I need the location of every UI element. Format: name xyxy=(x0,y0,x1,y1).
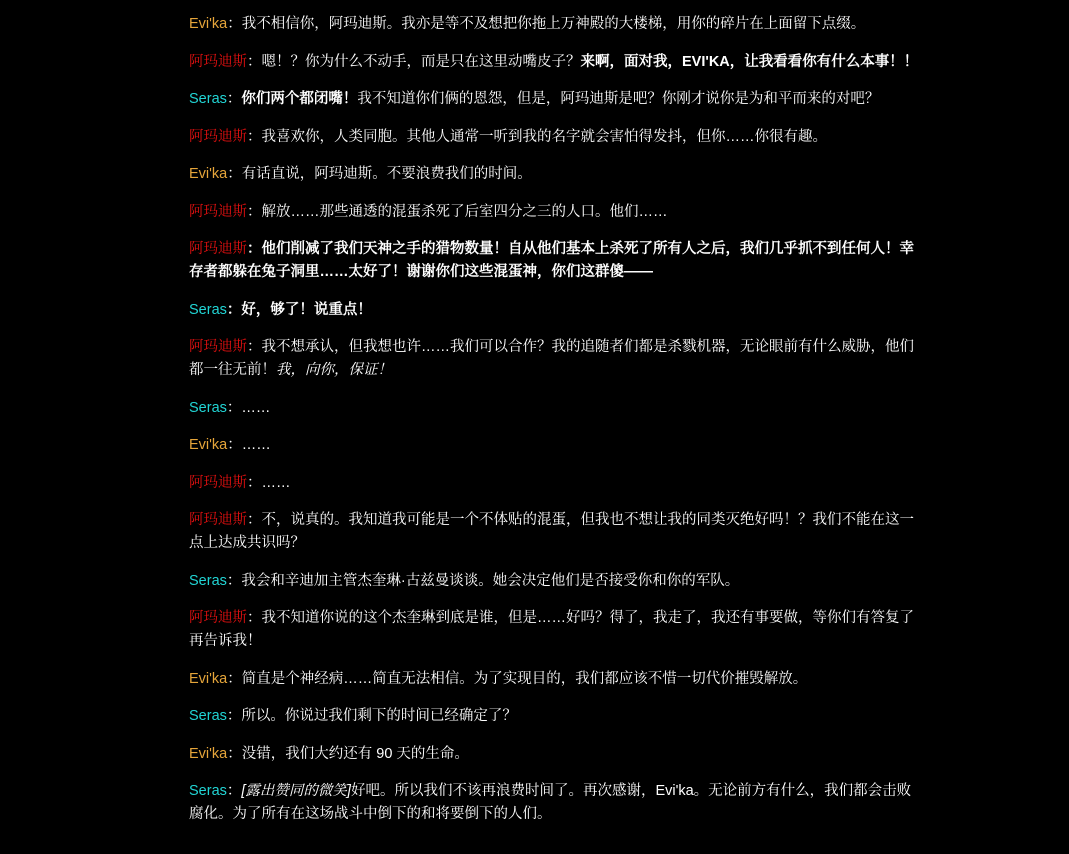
line-text: 没错，我们大约还有 90 天的生命。 xyxy=(241,745,469,762)
line-text: 好吧。所以我们不该再浪费时间了。再次感谢，Evi'ka。无论前方有什么，我们都会击败腐化。为了所有在这场战斗中倒下的和将要倒下的人们。 xyxy=(189,783,912,822)
line-text: 我不知道你说的这个杰奎琳到底是谁，但是……好吗？得了，我走了，我还有事要做，等你们有答复了再告诉我！ xyxy=(189,610,914,649)
dialogue-line xyxy=(189,299,923,322)
line-text: 简直是个神经病……简直无法相信。为了实现目的，我们都应该不惜一切代价摧毁解放。 xyxy=(241,670,808,687)
line-text: 我喜欢你，人类同胞。其他人通常一听到我的名字就会害怕得发抖，但你……你很有趣。 xyxy=(261,128,827,145)
speaker-name-amadis: 阿玛迪斯 xyxy=(189,53,247,70)
separator: ： xyxy=(227,437,242,453)
dialogue-line xyxy=(189,201,923,224)
separator: ： xyxy=(227,16,242,32)
line-text: 有话直说，阿玛迪斯。不要浪费我们的时间。 xyxy=(241,166,532,182)
line-text: …… xyxy=(261,474,291,491)
dialogue-line xyxy=(189,434,923,457)
separator: ： xyxy=(247,474,262,491)
dialogue-line xyxy=(189,336,923,382)
line-text: 解放……那些通透的混蛋杀死了后室四分之三的人口。他们…… xyxy=(261,203,668,220)
dialogue-line xyxy=(189,126,923,149)
separator: ： xyxy=(247,512,262,528)
line-text-bold: 他们削减了我们天神之手的猎物数量！自从他们基本上杀死了所有人之后，我们几乎抓不到任何人！幸存者都躲在兔子洞里……太好了！谢谢你们这些混蛋神，你们这群傻—— xyxy=(189,241,914,280)
speaker-name-amadis: 阿玛迪斯 xyxy=(189,203,247,220)
speaker-name-amadis: 阿玛迪斯 xyxy=(189,128,247,145)
speaker-name-amadis: 阿玛迪斯 xyxy=(189,339,247,355)
dialogue-line xyxy=(189,509,923,555)
separator: ： xyxy=(247,610,262,626)
line-text-bold: 来啊，面对我，EVI'KA，让我看看你有什么本事！！ xyxy=(580,53,919,70)
dialogue-line xyxy=(189,743,923,766)
dialogue-line xyxy=(189,668,923,691)
separator: ： xyxy=(226,399,242,416)
speaker-name-evika: Evi'ka xyxy=(189,670,228,687)
line-text: 不，说真的。我知道我可能是一个不体贴的混蛋，但我也不想让我的同类灭绝好吗！？我们不能在这一点上达成共识吗？ xyxy=(189,512,914,551)
line-text: 我不相信你，阿玛迪斯。我亦是等不及想把你拖上万神殿的大楼梯，用你的碎片在上面留下点缀。 xyxy=(241,16,866,32)
separator: ： xyxy=(226,708,242,724)
line-text-bold: 你们两个都闭嘴！ xyxy=(241,91,358,107)
dialogue-line xyxy=(189,163,923,186)
dialogue-line xyxy=(189,570,923,593)
separator: ： xyxy=(247,203,262,220)
separator: ： xyxy=(247,339,262,355)
line-text: …… xyxy=(241,437,271,453)
line-text: …… xyxy=(241,399,271,416)
line-text-italic: 我，向你，保证！ xyxy=(276,362,392,378)
line-text: 我不想承认，但我想也许……我们可以合作？我的追随者们都是杀戮机器，无论眼前有什么威胁，他们都一往无前！ xyxy=(189,339,914,378)
dialogue-line xyxy=(189,51,923,74)
speaker-name-evika: Evi'ka xyxy=(189,745,228,762)
line-text: 我不知道你们俩的恩怨，但是，阿玛迪斯是吧？你刚才说你是为和平而来的对吧？ xyxy=(357,91,880,107)
separator: ： xyxy=(247,241,262,257)
speaker-name-seras: Seras xyxy=(189,399,227,416)
line-text: 我会和辛迪加主管杰奎琳·古兹曼谈谈。她会决定他们是否接受你和你的军队。 xyxy=(241,572,740,589)
speaker-name-amadis: 阿玛迪斯 xyxy=(189,474,247,491)
speaker-name-evika: Evi'ka xyxy=(189,16,228,32)
line-text-bold: 好，够了！说重点！ xyxy=(241,301,372,318)
separator: ： xyxy=(226,783,242,799)
dialogue-line xyxy=(189,607,923,653)
stage-direction: [露出赞同的微笑] xyxy=(241,783,351,799)
separator: ： xyxy=(227,166,242,182)
speaker-name-evika: Evi'ka xyxy=(189,437,228,453)
line-text: 所以。你说过我们剩下的时间已经确定了？ xyxy=(241,708,517,724)
dialogue-line xyxy=(189,472,923,495)
speaker-name-seras: Seras xyxy=(189,301,227,318)
dialogue-line xyxy=(189,238,923,284)
separator: ： xyxy=(226,91,242,107)
separator: ： xyxy=(226,572,242,589)
speaker-name-seras: Seras xyxy=(189,783,227,799)
separator: ： xyxy=(227,670,242,687)
speaker-name-seras: Seras xyxy=(189,572,227,589)
dialogue-line xyxy=(189,705,923,728)
speaker-name-evika: Evi'ka xyxy=(189,166,228,182)
separator: ： xyxy=(226,301,242,318)
speaker-name-amadis: 阿玛迪斯 xyxy=(189,610,247,626)
speaker-name-amadis: 阿玛迪斯 xyxy=(189,512,247,528)
speaker-name-seras: Seras xyxy=(189,708,227,724)
speaker-name-amadis: 阿玛迪斯 xyxy=(189,241,247,257)
separator: ： xyxy=(227,745,242,762)
dialogue-line xyxy=(189,13,923,36)
dialogue-line xyxy=(189,397,923,420)
separator: ： xyxy=(247,128,262,145)
dialogue-transcript xyxy=(189,13,923,841)
line-text: 嗯！？你为什么不动手，而是只在这里动嘴皮子？ xyxy=(261,53,581,70)
separator: ： xyxy=(247,53,262,70)
dialogue-line xyxy=(189,780,923,826)
dialogue-line xyxy=(189,88,923,111)
speaker-name-seras: Seras xyxy=(189,91,227,107)
